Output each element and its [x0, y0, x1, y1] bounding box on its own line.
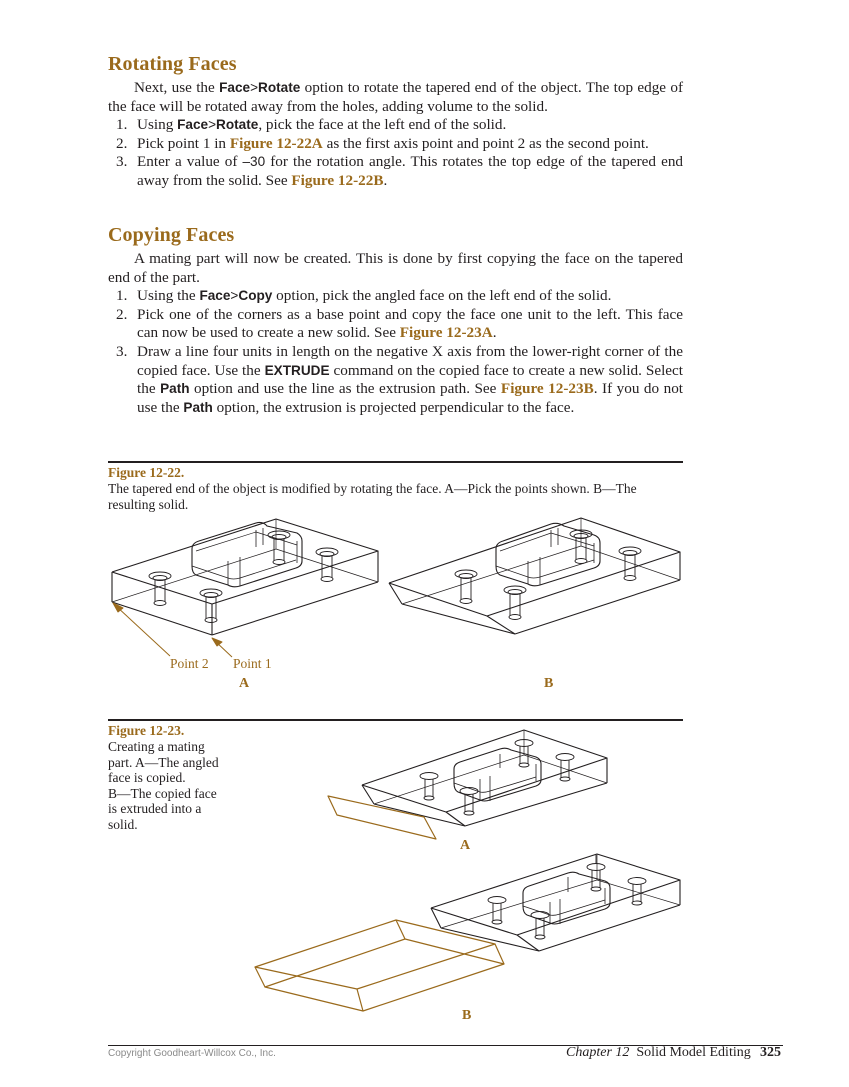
footer-chapter: Chapter 12 Solid Model Editing [566, 1045, 751, 1060]
copying-step-2: 2. Pick one of the corners as a base point and copy the face one unit to the left. This face can now be used to create a new solid. See Figure 12-23A. [116, 305, 683, 342]
menu-term-face: Face [219, 80, 251, 95]
figure-12-23a-drawing [328, 730, 607, 839]
point-1-label: Point 1 [233, 656, 272, 671]
copying-step-1: 1. Using the Face>Copy option, pick the angled face on the left end of the solid. [116, 287, 612, 305]
section-heading-rotating-faces: Rotating Faces [108, 53, 237, 75]
command-extrude: EXTRUDE [264, 362, 330, 378]
menu-term-rotate: Rotate [258, 80, 301, 95]
figure-ref-12-23b[interactable]: Figure 12-23B [500, 380, 594, 398]
rotating-step-2: 2. Pick point 1 in Figure 12-22A as the first axis point and point 2 as the second point. [116, 134, 649, 152]
copying-step-3: 3. Draw a line four units in length on the negative X axis from the lower-right corner of the copied face. Use the EXTRUDE command on the copied face to create a new solid. Select the Path option and use the line as the extrusion path. See Figure 12-23B. If you do not use the Path option, the extrusion is projected perpendicular to the face. [116, 342, 684, 416]
figure-12-23-title: Figure 12-23. [108, 723, 185, 738]
figure-12-22-label-b: B [544, 676, 554, 691]
rotating-step-1: 1. Using Face>Rotate, pick the face at the left end of the solid. [116, 116, 507, 134]
footer-copyright: Copyright Goodheart-Willcox Co., Inc. [108, 1048, 276, 1059]
page-number: 325 [760, 1045, 781, 1060]
figure-12-22b-drawing [389, 518, 680, 634]
figure-12-23-caption: Creating a mating part. A—The angled face is copied. B—The copied face is extruded into a solid. [108, 739, 219, 832]
copying-intro-paragraph: A mating part will now be created. This is done by first copying the face on the tapered end of the part. [108, 250, 683, 286]
option-path: Path [160, 381, 190, 397]
figure-ref-12-22b[interactable]: Figure 12-22B [291, 171, 384, 189]
option-path-2: Path [183, 399, 213, 415]
figure-12-22-label-a: A [239, 676, 250, 691]
figure-12-23-rule [108, 719, 683, 721]
section-heading-copying-faces: Copying Faces [108, 224, 235, 246]
figure-12-23b-drawing [255, 854, 680, 1011]
rotating-step-3: 3. Enter a value of –30 for the rotation angle. This rotates the top edge of the tapered end away from the solid. See Figure 12-22B. [116, 153, 684, 189]
rotation-value: –30 [242, 154, 266, 170]
figure-12-23-label-a: A [460, 838, 471, 853]
point-2-label: Point 2 [170, 656, 209, 671]
rotating-intro-paragraph: Next, use the Face>Rotate option to rotate the tapered end of the object. The top edge of the face will be rotated away from the holes, adding volume to the solid. [108, 79, 683, 115]
figure-12-22-title: Figure 12-22. [108, 465, 185, 480]
figure-12-22-caption: The tapered end of the object is modified by rotating the face. A—Pick the points shown. B—The resulting solid. [108, 481, 637, 512]
figure-12-22a-drawing [112, 519, 378, 657]
figure-ref-12-22a[interactable]: Figure 12-22A [229, 134, 323, 152]
figure-12-23-label-b: B [462, 1008, 472, 1023]
figure-ref-12-23a[interactable]: Figure 12-23A [399, 324, 493, 342]
